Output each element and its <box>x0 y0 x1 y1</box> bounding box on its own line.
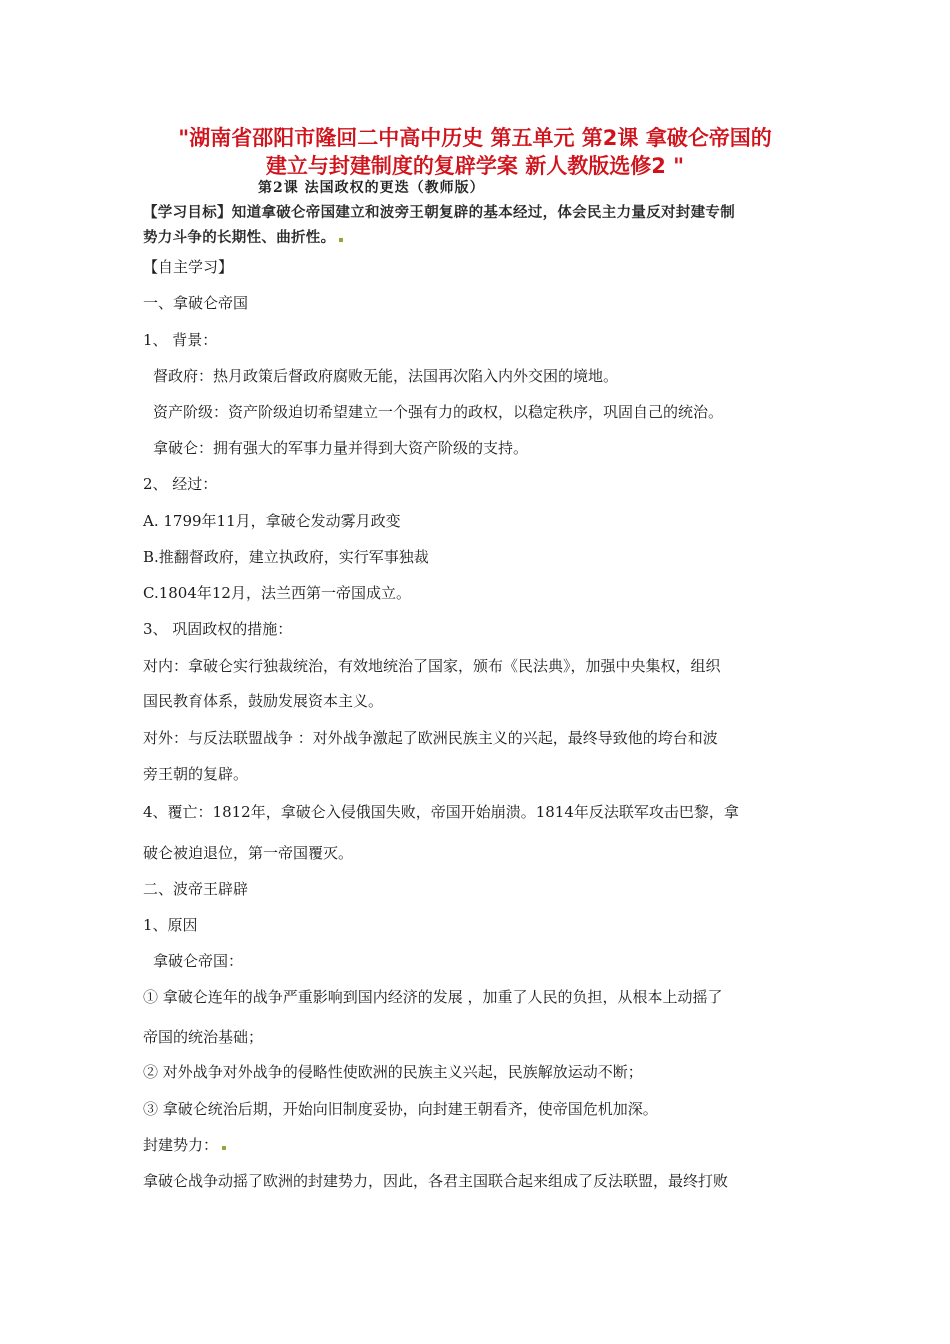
feudal-forces-text-line: 拿破仑战争动摇了欧洲的封建势力，因此，各君主国联合起来组成了反法联盟，最终打败 <box>143 1172 729 1190</box>
learning-goal-line-2 <box>143 226 343 247</box>
feudal-forces-text: 封建势力： <box>143 1136 219 1154</box>
domestic-measures-line-1: 对内：拿破仑实行独裁统治，有效地统治了国家，颁布《民法典》，加强中央集权，组织 <box>143 657 721 675</box>
self-study-heading: 【自主学习】 <box>143 258 234 276</box>
learning-goal-line-1: 【学习目标】知道拿破仑帝国建立和波旁王朝复辟的基本经过，体会民主力量反对封建专制 <box>143 204 735 221</box>
cause-1-line-2: 帝国的统治基础； <box>143 1028 264 1046</box>
cause-napoleon-empire: 拿破仑帝国： <box>153 952 244 970</box>
background-napoleon: 拿破仑：拥有强大的军事力量并得到大资产阶级的支持。 <box>153 439 529 457</box>
process-c: C.1804年12月，法兰西第一帝国成立。 <box>143 584 411 602</box>
cause-1-line-1: ① 拿破仑连年的战争严重影响到国内经济的发展 ，加重了人民的负担，从根本上动摇了 <box>143 988 723 1006</box>
foreign-measures-line-2: 旁王朝的复辟。 <box>143 765 249 783</box>
cause-2: ② 对外战争对外战争的侵略性使欧洲的民族主义兴起，民族解放运动不断； <box>143 1063 643 1081</box>
subtitle: 第2课 法国政权的更迭（教师版） <box>258 180 485 196</box>
speck-mark <box>339 238 343 242</box>
process-a: A. 1799年11月，拿破仑发动雾月政变 <box>143 512 401 530</box>
title-line-1: "湖南省邵阳市隆回二中高中历史 第五单元 第2课 拿破仑帝国的 <box>178 126 772 150</box>
section-1-item-3: 3、 巩固政权的措施： <box>143 620 293 638</box>
section-2-item-1: 1、原因 <box>143 916 198 934</box>
title-line-2: 建立与封建制度的复辟学案 新人教版选修2 " <box>265 154 685 178</box>
section-1-item-1: 1、 背景： <box>143 331 218 349</box>
downfall-line-2: 破仑被迫退位，第一帝国覆灭。 <box>143 844 354 862</box>
downfall-line-1: 4、覆亡：1812年，拿破仑入侵俄国失败，帝国开始崩溃。1814年反法联军攻击巴黎，拿 <box>143 803 739 821</box>
learning-goal-text: 势力斗争的长期性、曲折性。 <box>143 229 336 246</box>
process-b: B.推翻督政府，建立执政府，实行军事独裁 <box>143 548 429 566</box>
foreign-measures-line-1: 对外：与反法联盟战争 ：对外战争激起了欧洲民族主义的兴起，最终导致他的垮台和波 <box>143 729 718 747</box>
section-1-heading: 一、拿破仑帝国 <box>143 294 249 312</box>
background-directory: 督政府：热月政策后督政府腐败无能，法国再次陷入内外交困的境地。 <box>153 367 619 385</box>
speck-mark <box>222 1146 226 1150</box>
section-1-item-2: 2、 经过： <box>143 475 218 493</box>
feudal-forces-heading <box>143 1135 226 1155</box>
section-2-heading: 二、波帝王辟辟 <box>143 880 249 898</box>
background-bourgeoisie: 资产阶级：资产阶级迫切希望建立一个强有力的政权，以稳定秩序，巩固自己的统治。 <box>153 403 724 421</box>
domestic-measures-line-2: 国民教育体系，鼓励发展资本主义。 <box>143 692 384 710</box>
cause-3: ③ 拿破仑统治后期，开始向旧制度妥协，向封建王朝看齐，使帝国危机加深。 <box>143 1100 658 1118</box>
